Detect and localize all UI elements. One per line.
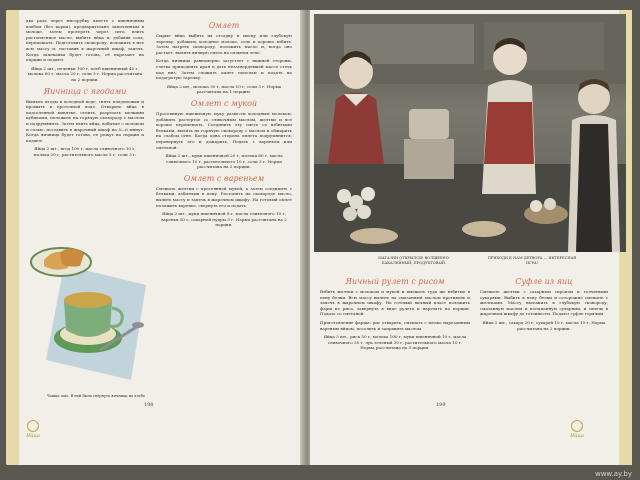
left-column-1 [26, 18, 144, 161]
paragraph: Смешать желтки с просеянной мукой, а затем соединить с белками, взбитыми в пену. Растопить на сковороде масло, вылить массу и запечь в жарочном шкафу. На готовый омлет положить варенье, свернуть его и подать. [156, 185, 292, 208]
page-edge-strip [6, 10, 19, 465]
page-number: 198 [144, 402, 154, 408]
recipe-heading: Омлет с мукой [190, 98, 258, 108]
recipe-heading: Яичница с ягодами [43, 86, 127, 96]
page-number: 199 [436, 402, 446, 408]
recipe-heading: Омлет с вареньем [183, 173, 265, 183]
paragraph: Сырые яйца выбить их отсадку в миску или глубокую тарелку, добавить холодное молоко, соль и хорошо взбить. Затем нагреть сковороду, положить масло и, когда оно растает, вылить яичную смесь на сильном огне. [156, 33, 292, 55]
portion-note: Яйца 2 шт., муки пшеничной 20 г, молока 60 г, масла сливочного 10 г, растительного 10 г, соли 3 г. Норма рассчитана на 2 порции. [165, 153, 283, 170]
paragraph: Когда яичница равномерно загустеет с нижней стороны, слегка приподнять края и дать незатвердевшей массе стечь под низ. Затем сложить омлет пополам и подать на подогретую тарелку. [156, 58, 292, 81]
photo-caption-right: ПРИХОДИ К НАМ ДЕТВОРА — ИНТЕРЕСНАЯ ИГРА! [487, 256, 577, 265]
emblem-icon [27, 420, 39, 432]
recipe-heading: Омлет [208, 21, 240, 30]
portion-note: Яйца 2 шт., сахара 20 г, сухарей 10 г, масла 10 г. Норма рассчитана на 2 порции. [482, 319, 606, 331]
portion-note: Яйца 2 шт., печенки 100 г, хлеб пшеничный 40 г, молока 60 г, масла 20 г, соли 3 г. Норма рассчитана на 2 порции. [27, 65, 143, 82]
emblem-icon [571, 420, 583, 432]
left-column-2 [156, 18, 292, 232]
recipe-heading: Суфле из яиц [515, 277, 573, 286]
brand-mark [20, 420, 46, 439]
children-shop-photo [314, 14, 626, 252]
right-column-1 [320, 274, 470, 355]
left-page [6, 10, 308, 465]
brand-mark [564, 420, 590, 439]
brand-label: Яйца [570, 433, 584, 439]
brand-label: Яйца [26, 433, 40, 439]
portion-note: Яйца 2 шт., молока 30 г, масла 10 г, соли 3 г. Норма рассчитана на 1 порцию. [166, 83, 282, 95]
photo-caption-left: МАГАЗИН ОТКРЫЛСЯ! ВОЛШЕБНО-БАКАЛЕЙНЫЙ, ПРОДУКТОВЫЙ. [378, 256, 450, 265]
paragraph: Вымыть ягоды в холодной воде, снять плодоножки и промыть в проточной воде. Отварить яйца в подсоленной кипятке, отлить, разрезать мелкими кубиками, положить на горячую сковороду с маслом и подрумянить. Затем влить яйца, взбитые с молоком и солью, поставить в жарочный шкаф на 5—6 минут. Когда яичница будет готова, ее режут на порции и подают. [26, 98, 144, 143]
portion-note: Яйца 2 шт., ягод 100 г, масла сливочного 10 г, молока 20 г, растительного масла 5 г, соли 3 г. [33, 146, 137, 157]
portion-note: Яйца 3 шт., риса 50 г, молока 100 г, муки пшеничной 10 г, масла сливочного 30 г, лук зеленый 30 г, растительного масла 10 г. Норма рассчитана на 3 порции. [323, 334, 467, 351]
paragraph: Просеянную пшеничную муку развести холодным молоком, добавить растертое со сливочным маслом, желтки и все хорошо перемешать. Соединить эту смесь со взбитыми белками, вылить на горячую сковороду с маслом и обжарить на слабом огне. Когда одна сторона омлета подрумянится, перевернуть его и дожарить. Подать с вареньем или сметаной. [156, 110, 292, 150]
right-column-2 [480, 274, 608, 335]
breakfast-illustration-image [26, 230, 156, 390]
recipe-heading: Яичный рулет с рисом [345, 277, 445, 286]
paragraph: Приготовление фарша: рис отварить, смешать с мелко нарезанным вареным яйцом, посолить и заправить маслом. [320, 319, 470, 331]
right-page [310, 10, 632, 465]
illustration-caption: Чашка чаю. В ней была свёрнута яичница на хлебе [46, 394, 146, 398]
paragraph: два раза через мясорубку вместе с пшеничным хлебом (без корки), предварительно замоченным в молоке, затем протереть через сито, влить растопленное масло, выбить яйца и, добавив соль, перемешать. Подготовить сковороду, положить в нее всю массу и, поставив в жарочный шкаф, запечь. Когда запеканка будет готова, её нарезают на порции и подают. [26, 18, 144, 63]
watermark: www.ay.by [594, 470, 632, 478]
paragraph: Взбить желтки с молоком и мукой и вмешать туда же взбитые в пену белки. Всю массу вылить на смазанный маслом противень и запечь в жарочном шкафу. На готовый яичный пласт положить фарш из риса, завернуть в виде рулета и нарезать на порции. Подать со сметаной. [320, 289, 470, 317]
paragraph: Смешать желтки с сахарным сиропом и толчеными сухарями. Выбить в пену белки и осторожно смешать с желтками. Массу выложить в глубокую сковороду, смазанную маслом и посыпанную сухарями, и запечь в жарочном шкафу до готовности. Подают суфле горячим. [480, 289, 608, 317]
portion-note: Яйца 2 шт., муки пшеничной 8 г, масла сливочного 10 г, варенья 50 г, сахарной пудры 3 г. Норма рассчитана на 2 порции. [161, 211, 287, 228]
